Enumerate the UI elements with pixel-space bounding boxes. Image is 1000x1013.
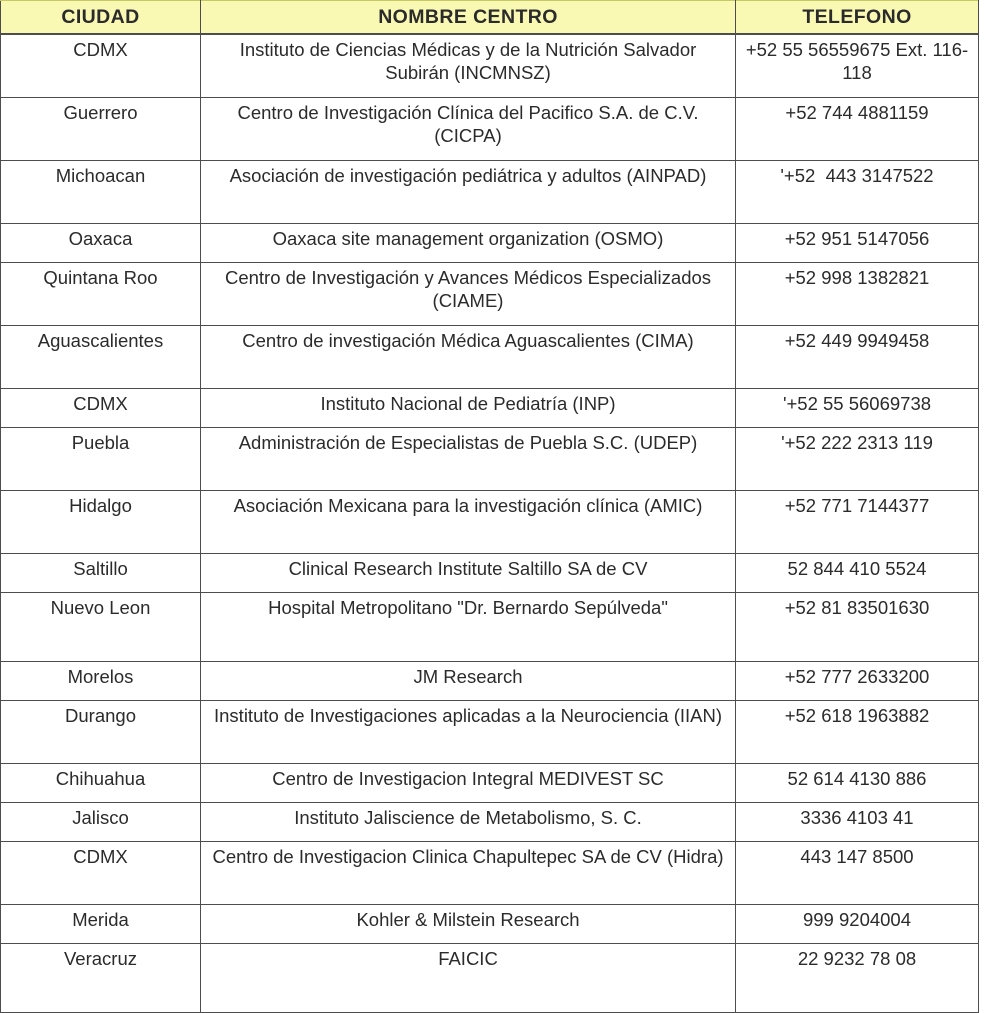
- cell-nombre-centro: Instituto de Ciencias Médicas y de la Nutrición Salvador Subirán (INCMNSZ): [201, 34, 736, 98]
- cell-ciudad: Hidalgo: [1, 491, 201, 554]
- cell-telefono: '+52 222 2313 119: [736, 428, 979, 491]
- cell-telefono: 22 9232 78 08: [736, 944, 979, 1013]
- column-header-nombre-centro: NOMBRE CENTRO: [201, 1, 736, 35]
- table-header-row: [1, 1, 979, 35]
- cell-telefono: '+52 443 3147522: [736, 161, 979, 224]
- cell-ciudad: Quintana Roo: [1, 263, 201, 326]
- cell-telefono: 999 9204004: [736, 905, 979, 944]
- cell-ciudad: Veracruz: [1, 944, 201, 1013]
- cell-telefono: +52 449 9949458: [736, 326, 979, 389]
- cell-nombre-centro: Clinical Research Institute Saltillo SA de CV: [201, 554, 736, 593]
- cell-nombre-centro: Centro de Investigacion Integral MEDIVEST SC: [201, 764, 736, 803]
- cell-ciudad: Nuevo Leon: [1, 593, 201, 662]
- cell-nombre-centro: Centro de investigación Médica Aguascalientes (CIMA): [201, 326, 736, 389]
- cell-nombre-centro: Centro de Investigacion Clinica Chapultepec SA de CV (Hidra): [201, 842, 736, 905]
- cell-ciudad: Puebla: [1, 428, 201, 491]
- table-row: [1, 701, 979, 764]
- cell-nombre-centro: Instituto Nacional de Pediatría (INP): [201, 389, 736, 428]
- cell-nombre-centro: Instituto de Investigaciones aplicadas a la Neurociencia (IIAN): [201, 701, 736, 764]
- table-row: [1, 326, 979, 389]
- cell-ciudad: Jalisco: [1, 803, 201, 842]
- cell-ciudad: Merida: [1, 905, 201, 944]
- table-row: [1, 428, 979, 491]
- table-row: [1, 389, 979, 428]
- cell-telefono: +52 744 4881159: [736, 98, 979, 161]
- cell-telefono: +52 998 1382821: [736, 263, 979, 326]
- cell-telefono: +52 618 1963882: [736, 701, 979, 764]
- table-row: [1, 98, 979, 161]
- table-body: [1, 34, 979, 1013]
- table-row: [1, 905, 979, 944]
- cell-telefono: +52 81 83501630: [736, 593, 979, 662]
- cell-telefono: 3336 4103 41: [736, 803, 979, 842]
- table-row: [1, 224, 979, 263]
- table-row: [1, 764, 979, 803]
- cell-nombre-centro: FAICIC: [201, 944, 736, 1013]
- table-row: [1, 842, 979, 905]
- cell-nombre-centro: Asociación Mexicana para la investigación clínica (AMIC): [201, 491, 736, 554]
- cell-telefono: 52 844 410 5524: [736, 554, 979, 593]
- cell-ciudad: Oaxaca: [1, 224, 201, 263]
- table-row: [1, 161, 979, 224]
- cell-ciudad: Guerrero: [1, 98, 201, 161]
- cell-nombre-centro: Asociación de investigación pediátrica y adultos (AINPAD): [201, 161, 736, 224]
- cell-telefono: 52 614 4130 886: [736, 764, 979, 803]
- cell-nombre-centro: JM Research: [201, 662, 736, 701]
- cell-telefono: '+52 55 56069738: [736, 389, 979, 428]
- cell-telefono: +52 771 7144377: [736, 491, 979, 554]
- cell-ciudad: Michoacan: [1, 161, 201, 224]
- cell-nombre-centro: Administración de Especialistas de Puebla S.C. (UDEP): [201, 428, 736, 491]
- cell-ciudad: CDMX: [1, 34, 201, 98]
- cell-nombre-centro: Hospital Metropolitano "Dr. Bernardo Sepúlveda": [201, 593, 736, 662]
- cell-ciudad: Chihuahua: [1, 764, 201, 803]
- cell-ciudad: Aguascalientes: [1, 326, 201, 389]
- column-header-telefono: TELEFONO: [736, 1, 979, 35]
- cell-nombre-centro: Centro de Investigación Clínica del Pacifico S.A. de C.V. (CICPA): [201, 98, 736, 161]
- cell-ciudad: CDMX: [1, 389, 201, 428]
- table-row: [1, 593, 979, 662]
- table-row: [1, 803, 979, 842]
- cell-telefono: +52 951 5147056: [736, 224, 979, 263]
- cell-nombre-centro: Kohler & Milstein Research: [201, 905, 736, 944]
- cell-ciudad: Durango: [1, 701, 201, 764]
- table-row: [1, 554, 979, 593]
- table-row: [1, 263, 979, 326]
- cell-ciudad: CDMX: [1, 842, 201, 905]
- cell-nombre-centro: Instituto Jaliscience de Metabolismo, S. C.: [201, 803, 736, 842]
- column-header-ciudad: CIUDAD: [1, 1, 201, 35]
- table-row: [1, 662, 979, 701]
- cell-nombre-centro: Oaxaca site management organization (OSMO): [201, 224, 736, 263]
- cell-ciudad: Saltillo: [1, 554, 201, 593]
- table-row: [1, 944, 979, 1013]
- cell-ciudad: Morelos: [1, 662, 201, 701]
- cell-telefono: +52 55 56559675 Ext. 116-118: [736, 34, 979, 98]
- cell-nombre-centro: Centro de Investigación y Avances Médicos Especializados (CIAME): [201, 263, 736, 326]
- table-header: [1, 1, 979, 35]
- table-row: [1, 491, 979, 554]
- cell-telefono: +52 777 2633200: [736, 662, 979, 701]
- cell-telefono: 443 147 8500: [736, 842, 979, 905]
- table-row: [1, 34, 979, 98]
